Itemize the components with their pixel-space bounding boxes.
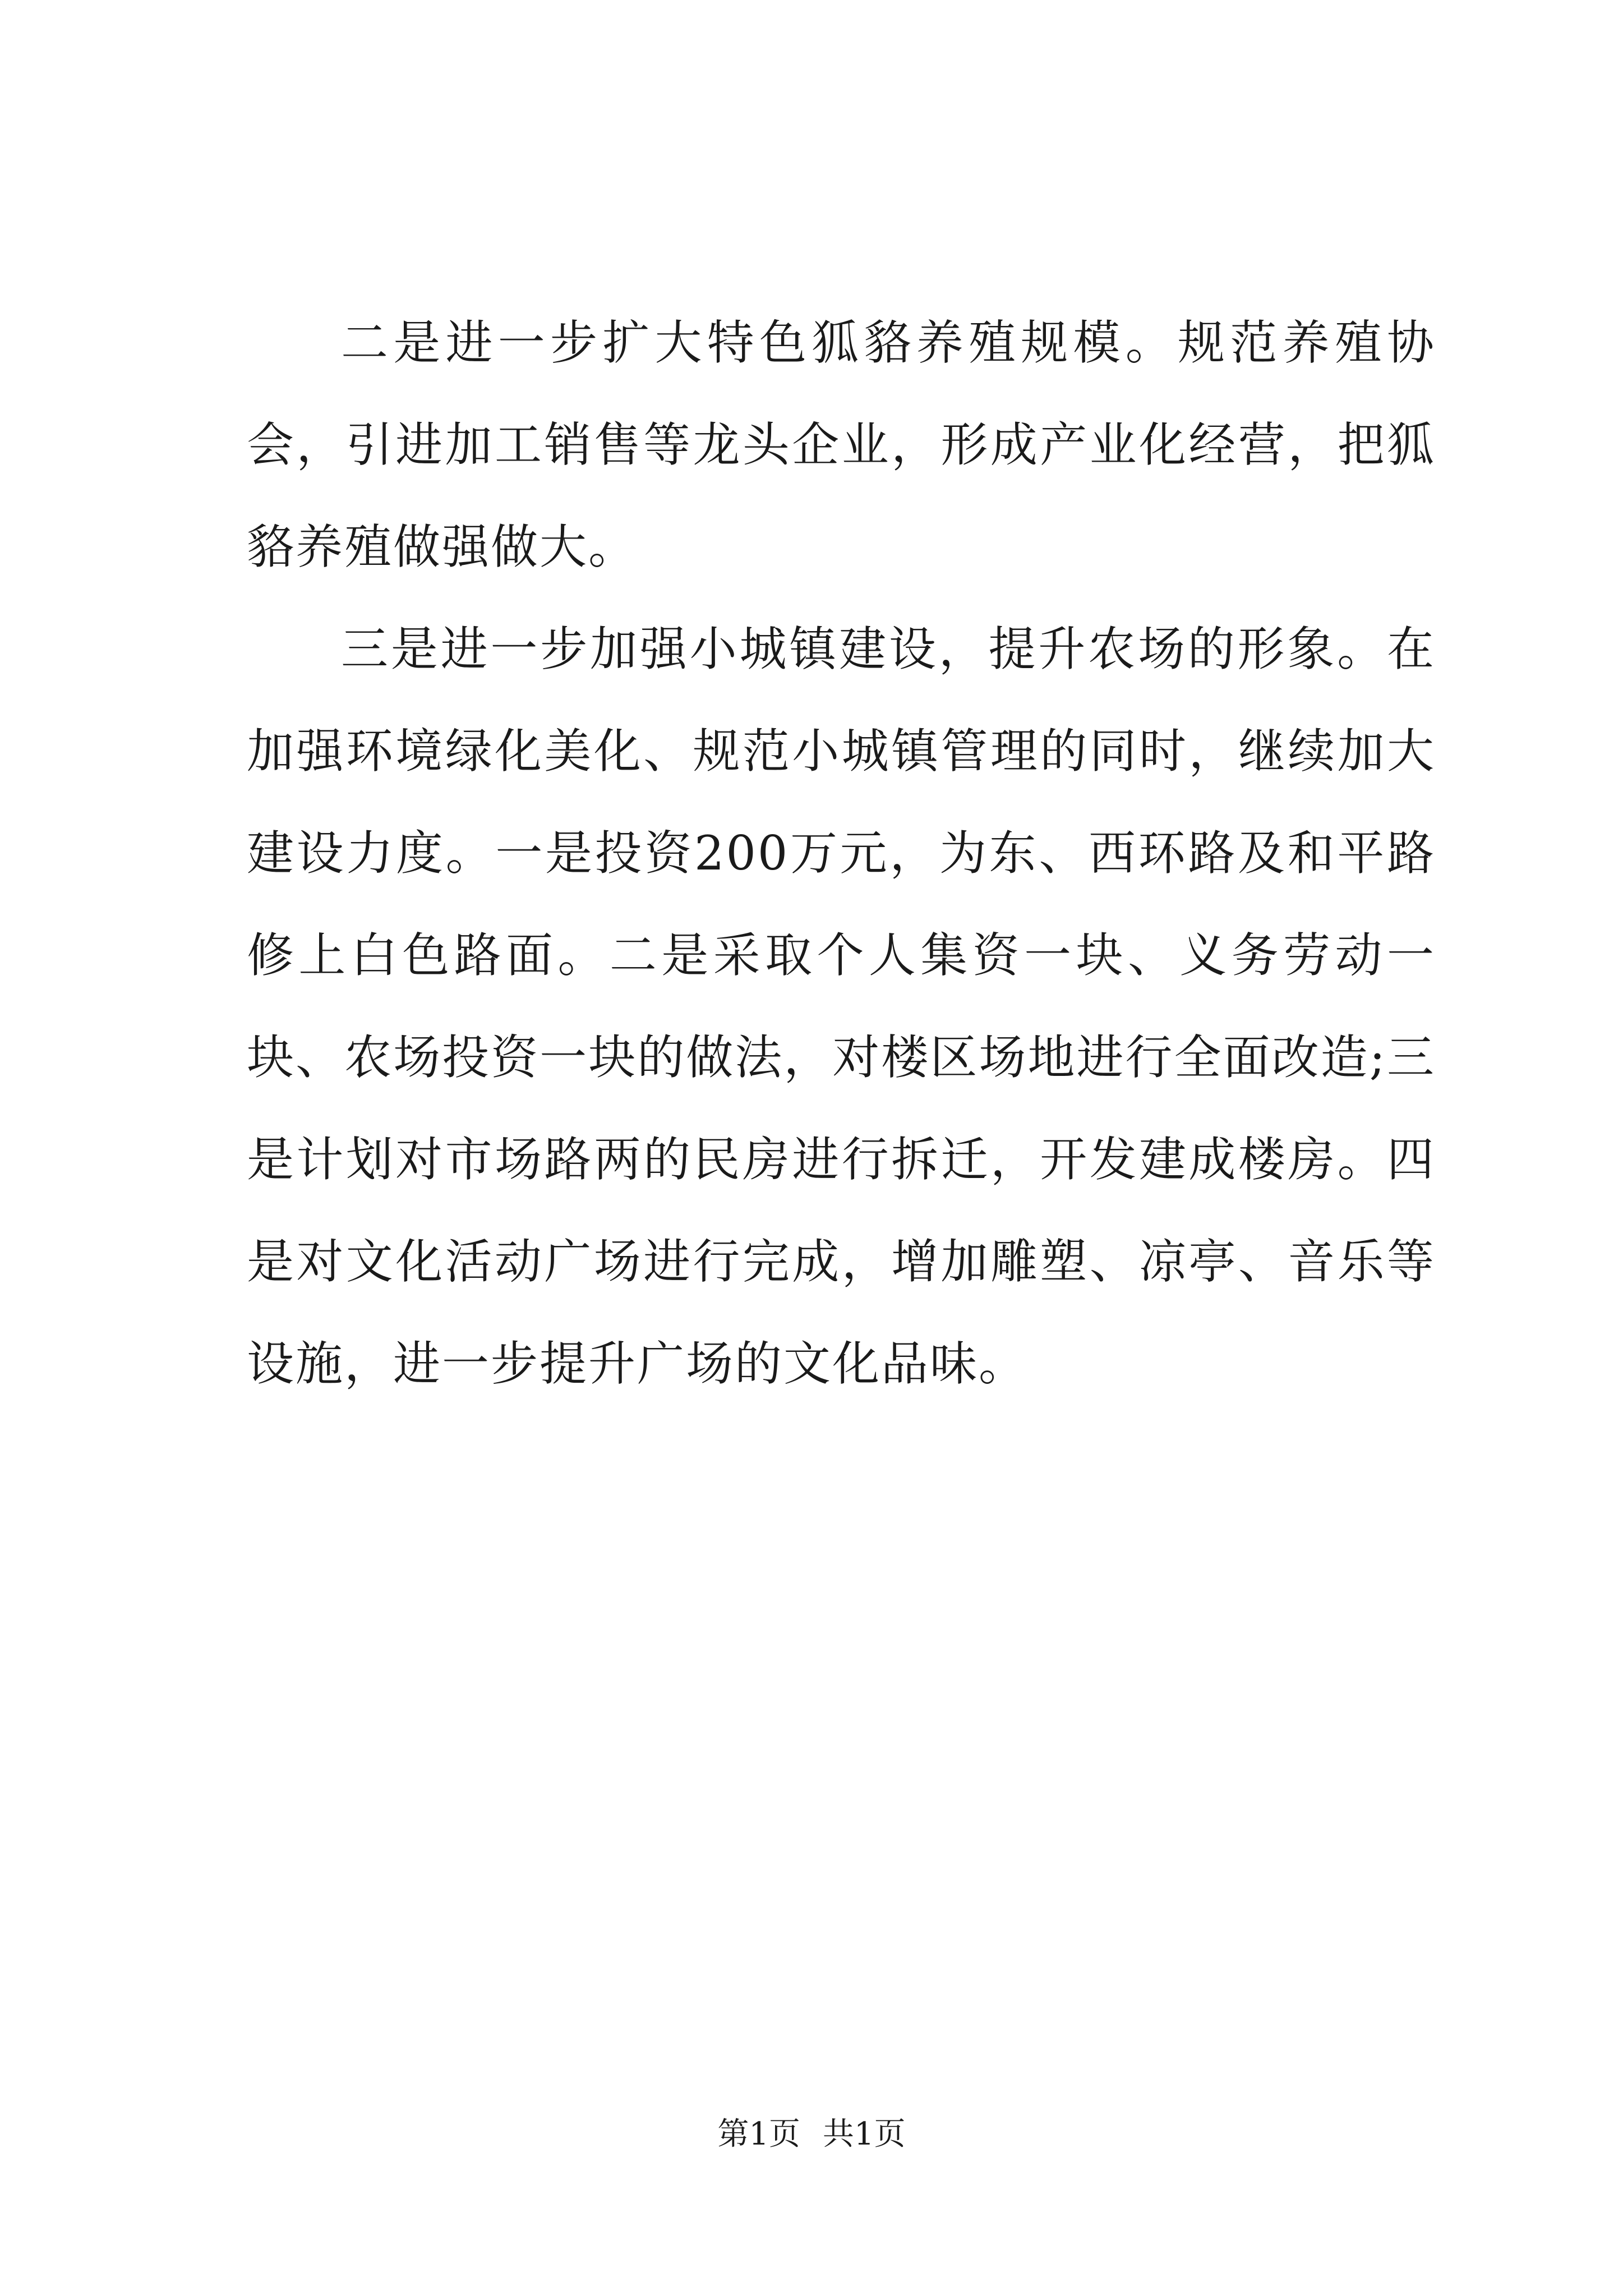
page-total: 共1页 [823, 2116, 906, 2152]
page-number: 第1页 [717, 2116, 800, 2152]
document-body [247, 292, 1436, 1415]
paragraph-2: 三是进一步加强小城镇建设，提升农场的形象。在加强环境绿化美化、规范小城镇管理的同时，继续加大建设力度。一是投资200万元，为东、西环路及和平路修上白色路面。二是采取个人集资一块、义务劳动一块、农场投资一块的做法，对楼区场地进行全面改造;三是计划对市场路两的民房进行拆迁，开发建成楼房。四是对文化活动广场进行完成，增加雕塑、凉亭、音乐等设施，进一步提升广场的文化品味。 [247, 622, 1436, 1391]
paragraph-1: 二是进一步扩大特色狐貉养殖规模。规范养殖协会，引进加工销售等龙头企业，形成产业化经营，把狐貉养殖做强做大。 [247, 315, 1436, 574]
page-footer [0, 2109, 1623, 2154]
